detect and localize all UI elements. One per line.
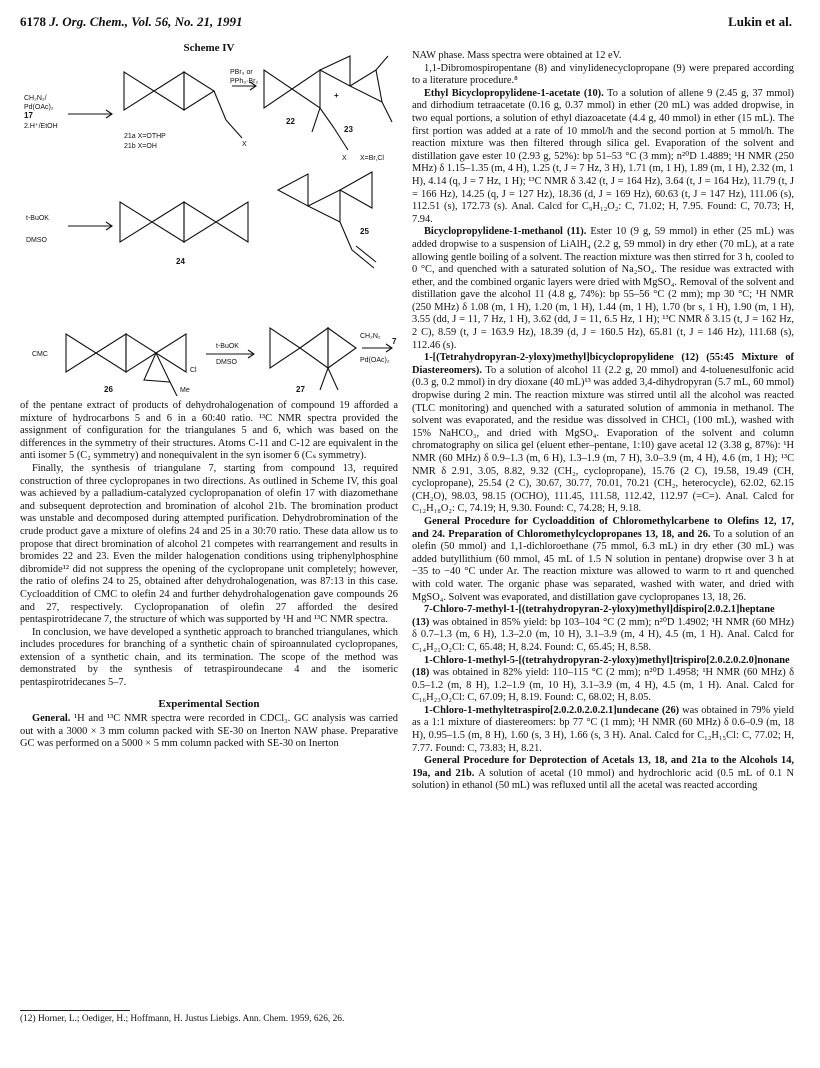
compound-21b: 21b X=OH: [124, 143, 157, 150]
compound-25: 25: [360, 227, 369, 236]
paragraph: 1-Chloro-1-methyltetraspiro[2.0.2.0.2.0.2.1]undecane (26) was obtained in 79% yield as a 1:1 mixture of diastereomers: bp 77 °C (1 mm); ¹H NMR (60 MHz) δ 0.6–0.9 (m, 18 H), 0.95–1.5 (m, 8 H), 1.60 (s, 3 H), 1.66 (s, 3 H). Anal. Calcd for C₁₂H₁₅Cl: C, 77.02; H, 7.77. Found: C, 73.83; H, 8.21.: [412, 704, 794, 754]
cmc-label: CMC: [32, 351, 48, 358]
structure-26: [66, 334, 186, 396]
reagent-pd-2: Pd(OAc)₂: [360, 357, 390, 364]
paragraph: 1-Chloro-1-methyl-5-[(tetrahydropyran-2-yloxy)methyl]trispiro[2.0.2.0.2.0]nonane (18) was obtained in 82% yield: 110–115 °C (2 mm); n²⁰D 1.4958; ¹H NMR (60 MHz) δ 0.5–1.2 (m, 8 H), 1.2–1.9 (m, 10 H), 3.1–3.9 (m, 4 H), 4.5 (m, 1 H). Anal. Calcd for C₁₆H₂₃O₂Cl: C, 67.09; H, 8.19. Found: C, 68.02; H, 8.05.: [412, 654, 794, 704]
general-text: ¹H and ¹³C NMR spectra were recorded in CDCl₃. GC analysis was carried out with a 3000 × 3 mm column packed with SE-30 on Inerton NAW phase. Preparative GC was performed on a 5000 × 5 mm column packed with SE-30 on Inerton: [20, 713, 398, 750]
structure-22: [264, 70, 348, 150]
reagent-ch2n2-2: CH₂N₂: [360, 333, 381, 340]
compound-21a: 21a X=OTHP: [124, 133, 166, 140]
paragraph: Ethyl Bicyclopropylidene-1-acetate (10). To a solution of allene 9 (2.45 g, 37 mmol) and dirhodium tetraacetate (0.16 g, 0.37 mmol) in ether (20 mL) was added dropwise, in two equal portions, a solution of ethyl diazoacetate (4.4 g, 40 mmol) in ether (15 mL). The first portion was added at a rate of 10 mmol/h and the second portion at 5 mmol/h. The reaction mixture was then filtered through silica gel. Evaporation of the solvent and distillation gave ester 10 (2.93 g, 52%): bp 51–53 °C (3 mm); n²⁰D 1.4889; ¹H NMR (250 MHz) δ 1.15–1.35 (m, 4 H), 1.25 (t, J = 7 Hz, 3 H), 1.71 (m, 1 H), 1.89 (m, 1 H), 2.32 (m, 1 H), 4.14 (q, J = 7 Hz, 1 H); ¹³C NMR δ 3.42 (t, J = 164 Hz), 3.64 (t, J = 164 Hz), 11.79 (t, J = 166 Hz), 14.25 (q, J = 127 Hz), 18.36 (d, J = 169 Hz), 60.63 (t, J = 147 Hz), 111.06 (s), 112.51 (s), 172.73 (s). Anal. Calcd for C₉H₁₂O₂: C, 71.02; H, 7.95. Found: C, 70.73; H, 7.94.: [412, 87, 794, 225]
paragraph: 7-Chloro-7-methyl-1-[(tetrahydropyran-2-yloxy)methyl]dispiro[2.0.2.1]heptane (13) was obtained in 85% yield: bp 103–104 °C (2 mm); n²⁰D 1.4902; ¹H NMR (60 MHz) δ 0.7–1.3 (m, 6 H), 1.3–2.0 (m, 10 H), 3.1–3.9 (m, 4 H), 4.5 (m, 1 H). Anal. Calcd for C₁₄H₂₁O₂Cl: C, 65.48; H, 8.24. Found: C, 65.45; H, 8.58.: [412, 604, 794, 653]
paragraph: General Procedure for Deprotection of Acetals 13, 18, and 21a to the Alcohols 14, 19a, and 21b. A solution of acetal (10 mmol) and hydrochloric acid (0.5 mL of 0.1 N solution) in ethanol (50 mL) was refluxed until all the acetal was reacted according: [412, 755, 794, 792]
reagent-ph3pbr2: PPh₃·Br₂: [230, 78, 259, 85]
scheme-title: Scheme IV: [183, 42, 235, 54]
chloro-label: Cl: [190, 367, 197, 374]
reagent-tbuok-2: t-BuOK: [216, 343, 239, 350]
compound-24: 24: [176, 257, 185, 266]
reagent-tbuok-1: t-BuOK: [26, 215, 49, 222]
substituent-x-21: X: [242, 141, 247, 148]
compound-26: 26: [104, 385, 113, 394]
paragraph: 1,1-Dibromospiropentane (8) and vinylidenecyclopropane (9) were prepared according to a literature procedure.⁸: [412, 62, 794, 87]
plus-sign: +: [334, 91, 339, 100]
compound-23: 23: [344, 125, 353, 134]
paragraph: NAW phase. Mass spectra were obtained at 12 eV.: [412, 50, 622, 61]
general-label: General.: [32, 713, 71, 725]
structure-27: [270, 328, 356, 390]
paragraph-general: [20, 713, 398, 751]
scheme-drawing: [20, 42, 398, 396]
structure-23: [320, 56, 392, 122]
structure-24: [120, 202, 248, 242]
paragraph: In conclusion, we have developed a synthetic approach to branched triangulanes, which includes procedures for branching of a synthetic chain of spiroannulated cyclopropanes, extension of a synthetic chain, and its termination. The scope of the method was demonstrated by the synthesis of tetraspiroundecane 4 and the isomeric pentaspirotridecanes 5–7.: [20, 626, 398, 689]
compound-17: 17: [24, 111, 33, 120]
right-column: [412, 50, 794, 793]
target-compound-7: 7: [392, 337, 397, 346]
footnote: (12) Horner, L.; Oediger, H.; Hoffmann, H. Justus Liebigs. Ann. Chem. 1959, 626, 26.: [20, 1014, 345, 1024]
compound-22: 22: [286, 117, 295, 126]
paragraph: General Procedure for Cycloaddition of Chloromethylcarbene to Olefins 12, 17, and 24. Preparation of Chloromethylcyclopropanes 13, 18, and 26. To a solution of an olefin (50 mmol) and 1,1-dichloroethane (75 mmol, 6.3 mL) in dry ether (30 mL) was added butyllithium (60 mmol, 45 mL of 1.5 N solution in pentane) dropwise over 3 h at −35 to −40 °C under Ar. The reaction mixture was allowed to warm to rt and quenched with cold water. The organic phase was separated, washed with water, and dried with MgSO₄. Solvent was evaporated, and distillation gave cyclopropanes 13, 18, 26.: [412, 515, 794, 603]
structure-21: [124, 72, 242, 138]
footnote-rule: [20, 1010, 130, 1011]
left-column: [20, 400, 398, 751]
compound-27: 27: [296, 385, 305, 394]
paragraph: Finally, the synthesis of triangulane 7, starting from compound 13, required construction of three cyclopropanes in two directions. As outlined in Scheme IV, this goal was achieved by a palladium-catalyzed cyclopropanation of olefin 17 with diazomethane and subsequent deprotection and bromination of alcohol 21b. The bromination product was unstable and decomposed during attempted purification. Dehydrobromination of the crude product gave a mixture of olefins 24 and 25 in a 30:70 ratio. These data allow us to propose that direct bromination of alcohol 21 competes with rearrangement and results in bromides 22 and 23. Even the milder halogenation conditions using triphenylphosphine dibromide¹² did not suppress the opening of the cyclopropane unit completely; however, the ratio of olefins 24 to 25, obtained after dehydrohalogenation, was 87:13 in this case. Cycloaddition of CMC to olefin 24 and further dehydrohalogenation gave compounds 26 and 27, respectively. Cyclopropanation of olefin 27 afforded the desired pentaspirotridecane 7, the structure of which was supported by ¹H and ¹³C NMR spectra.: [20, 462, 398, 626]
paragraph: 1-[(Tetrahydropyran-2-yloxy)methyl]bicyclopropylidene (12) (55:45 Mixture of Diastereomers). To a solution of alcohol 11 (2.2 g, 20 mmol) and 4-toluenesulfonic acid (0.3 g, 0.2 mmol) in dry dioxane (40 mL)¹³ was added 3,4-dihydropyran (5.7 mL, 60 mmol) dropwise during 2 min. The reaction mixture was stirred until all the alcohol was reacted (TLC monitoring) and quenched with a saturated solution of ammonia in methanol. The solvent was evaporated, and the residue was dissolved in CHCl₃ (100 mL), washed with 15% NaHCO₃, and dried with MgSO₄. Evaporation of the solvent and column chromatography on silica gel (eluent ether–pentane, 1:10) gave acetal 12 (3.38 g, 87%): ¹H NMR (60 MHz) δ 0.9–1.3 (m, 6 H), 1.3–1.9 (m, 7 H), 3.0–3.9 (m, 4 H), 4.6 (m, 1 H); ¹³C NMR δ 2.91, 3.05, 8.82, 9.32 (CH₂, cyclopropane), 15.76 (2 C), 19.58, 19.49 (CH, cyclopropane), 25.54 (2 C), 30.67, 30.77, 70.01, 70.21 (CH₂, heterocycle), 62.02, 62.15 (CH₂O), 98.03, 98.15 (OCHO), 111.45, 111.58, 112.42, 112.97 (=C=). Anal. Calcd for C₁₂H₁₈O₂: C, 74.19; H, 9.30. Found: C, 74.28; H, 9.18.: [412, 352, 794, 515]
reagent-pbr3: PBr₃ or: [230, 69, 253, 76]
structure-25: [278, 172, 376, 268]
page-header: [20, 14, 792, 36]
scheme-iv: [20, 42, 398, 396]
reagent-dmso-1: DMSO: [26, 237, 47, 244]
page-number: 6178: [20, 14, 46, 29]
experimental-heading: Experimental Section: [158, 697, 260, 710]
journal-citation: J. Org. Chem., Vol. 56, No. 21, 1991: [49, 14, 243, 29]
substituent-x-22: X: [342, 155, 347, 162]
paragraph: of the pentane extract of products of dehydrohalogenation of compound 19 afforded a mixture of hydrocarbons 5 and 6 in a 60:40 ratio. ¹³C NMR spectra provided the assignment of configuration for the triangulanes 5 and 6, which was based on the differences in the symmetry of their structures. Atoms C-11 and C-12 are equivalent in the anti isomer 5 (C₂ symmetry) and nonequivalent in the syn isomer 6 (Cₛ symmetry).: [20, 400, 398, 462]
reagent-ch2n2: CH₂N₂/: [24, 95, 47, 102]
authors: Lukin et al.: [728, 14, 792, 29]
methyl-label: Me: [180, 387, 190, 394]
reagent-pd: Pd(OAc)₂: [24, 104, 54, 111]
x-values: X=Br,Cl: [360, 155, 384, 162]
paragraph: Bicyclopropylidene-1-methanol (11). Ester 10 (9 g, 59 mmol) in ether (25 mL) was added dropwise to a suspension of LiAlH₄ (2.2 g, 59 mmol) in dry ether (70 mL), at a rate allowing gentle boiling of a solvent. The reaction mixture was then stirred for 3 h, cooled to 0 °C, and quenched with a saturated solution of Na₂SO₄. The residue was extracted with ether, and the combined organic layers were dried with MgSO₄. Removal of the solvent and distillation gave the alcohol 11 (4.8 g, 74%): bp 55–56 °C (2 mm); mp 30 °C; ¹H NMR (250 MHz) δ 1.08 (m, 1 H), 1.20 (m, 1 H), 1.44 (m, 1 H), 1.70 (br s, 1 H), 1.90 (m, 1 H), 3.55 (dd, J = 11, 7 Hz, 1 H), 3.62 (dd, J = 11, 6.5 Hz, 1 H); ¹³C NMR δ 3.15 (t, J = 162 Hz, 2 C), 8.59 (t, J = 163.9 Hz), 18.39 (d, J = 160.5 Hz), 65.81 (t, J = 146 Hz), 111.68 (s), 112.46 (s).: [412, 226, 795, 351]
reagent-acid: 2.H⁺/EtOH: [24, 123, 58, 130]
reagent-dmso-2: DMSO: [216, 359, 237, 366]
